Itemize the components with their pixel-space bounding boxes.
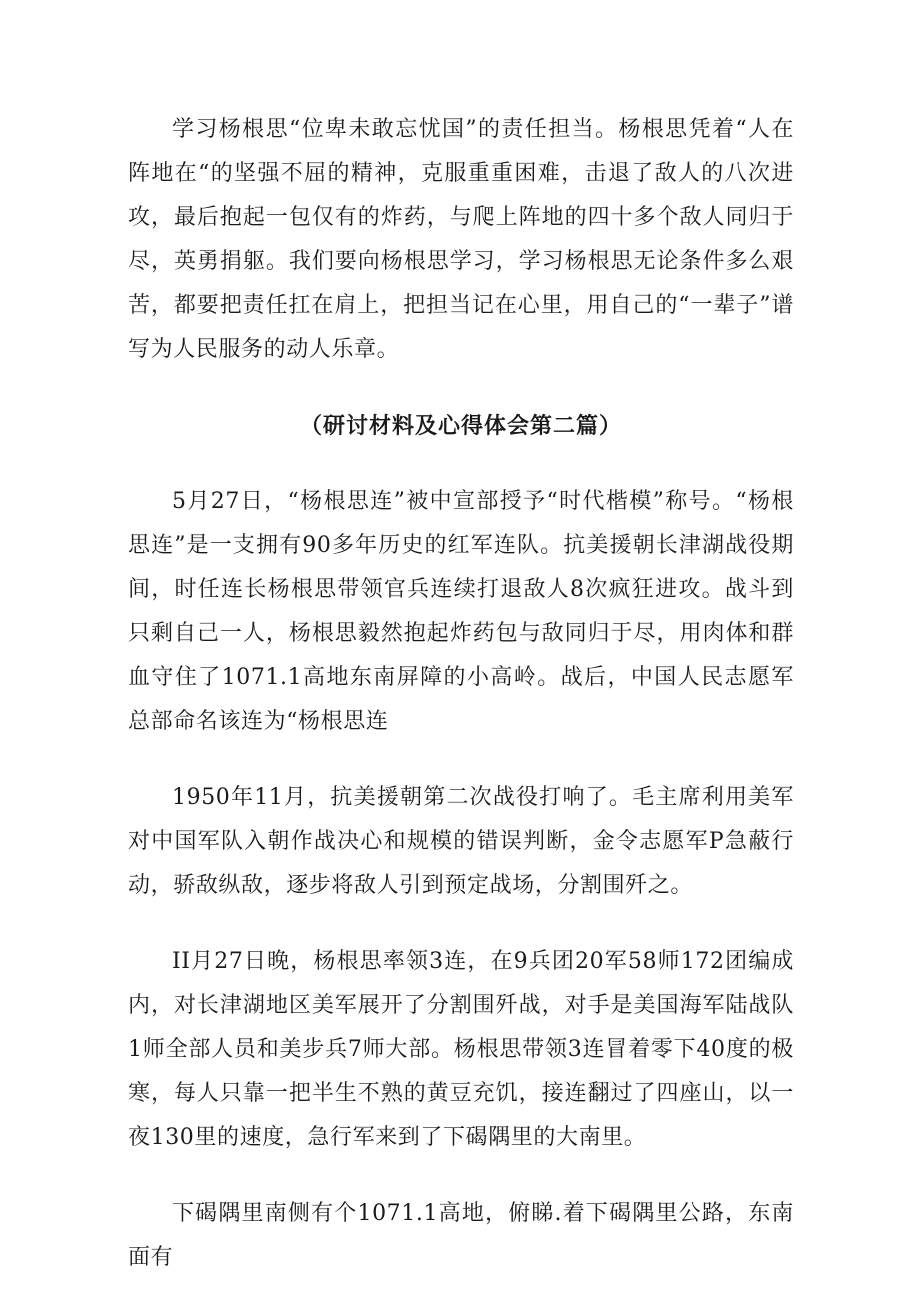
paragraph-gap bbox=[128, 908, 794, 940]
paragraph-gap bbox=[128, 372, 794, 404]
paragraph-november-27: II月27日晚，杨根思率领3连，在9兵团20军58师172团编成内，对长津湖地区美军展开了分割围歼战，对手是美国海军陆战队1师全部人员和美步兵7师大部。杨根思带领3连冒着零下40度的极寒，每人只靠一把半生不熟的黄豆充饥，接连翻过了四座山，以一夜130里的速度，急行军来到了下碣隅里的大南里。 bbox=[128, 949, 794, 1150]
paragraph-second-campaign: 1950年11月，抗美援朝第二次战役打响了。毛主席利用美军对中国军队入朝作战决心和规模的错误判断，金令志愿军P急蔽行动，骄敌纵敌，逐步将敌人引到预定战场，分割围歼之。 bbox=[128, 785, 794, 898]
section-heading: （研讨材料及心得体会第二篇） bbox=[299, 413, 622, 439]
paragraph-gap bbox=[128, 744, 794, 776]
paragraph-yang-gensi-responsibility: 学习杨根思“位卑未敢忘忧国”的责任担当。杨根思凭着“人在阵地在“的坚强不屈的精神，克服重重困难，击退了敌人的八次进攻，最后抱起一包仅有的炸药，与爬上阵地的四十多个敌人同归于尽，英勇捐躯。我们要向杨根思学习，学习杨根思无论条件多么艰苦，都要把责任扛在肩上，把担当记在心里，用自己的“一辈子”谱写为人民服务的动人乐章。 bbox=[128, 117, 794, 362]
paragraph-gap bbox=[128, 448, 794, 480]
paragraph-model-title: 5月27日，“杨根思连”被中宣部授予“时代楷模”称号。“杨根思连”是一支拥有90多年历史的红军连队。抗美援朝长津湖战役期间，时任连长杨根思带领官兵连续打退敌人8次疯狂进攻。战斗到只剩自己一人，杨根思毅然抱起炸药包与敌同归于尽，用肉体和群血守住了1071.1高地东南屏障的小高岭。战后，中国人民志愿军总部命名该连为“杨根思连 bbox=[128, 489, 794, 734]
paragraph-gap bbox=[128, 1160, 794, 1192]
document-body bbox=[128, 108, 794, 1280]
paragraph-highland: 下碣隅里南侧有个1071.1高地，俯睇.着下碣隅里公路，东南面有 bbox=[128, 1201, 794, 1270]
